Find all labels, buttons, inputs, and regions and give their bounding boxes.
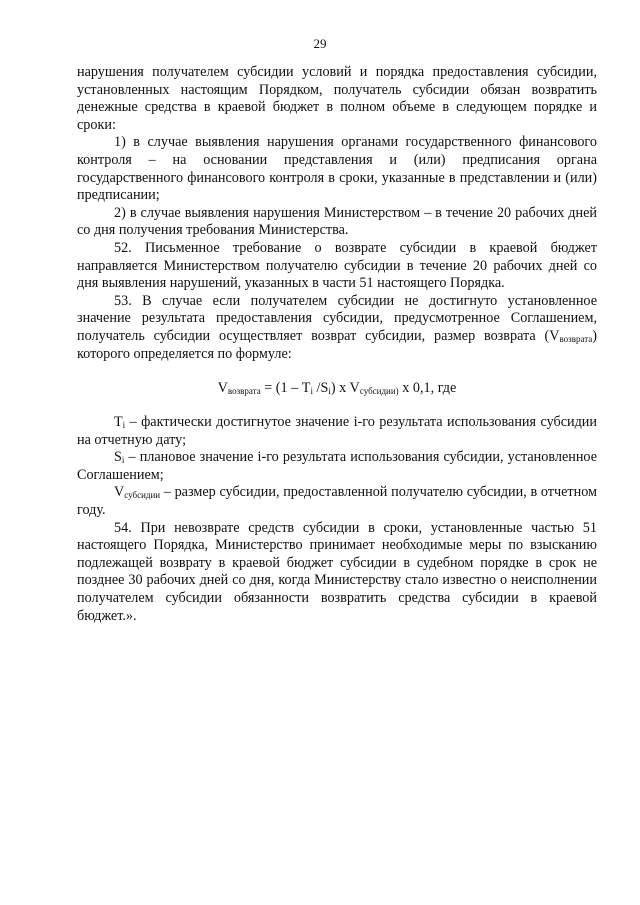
paragraph-52: 52. Письменное требование о возврате субсидии в краевой бюджет направляется Министерством получателю субсидии в течение 20 рабочих дней со дня выявления нарушений, указанных в части 51 настоящего Порядка. xyxy=(77,239,597,292)
document-body xyxy=(77,64,597,625)
paragraph-item-1: 1) в случае выявления нарушения органами государственного финансового контроля – на основании представления и (или) предписания органа государственного финансового контроля в сроки, указанные в представлении и (или) предписании; xyxy=(77,134,597,204)
formula-part-1: = (1 – T xyxy=(260,380,311,397)
definition-s-symbol: S xyxy=(114,449,122,466)
formula xyxy=(77,379,597,397)
definition-s-text: – плановое значение i-го результата использования субсидии, установленное Соглашением; xyxy=(77,449,597,483)
paragraph-continuation: нарушения получателем субсидии условий и порядка предоставления субсидии, установленных настоящим Порядком, получатель субсидии обязан возвратить денежные средства в краевой бюджет в полном объеме в следующем порядке и сроки: xyxy=(77,64,597,133)
formula-t-subscript: i xyxy=(310,386,313,397)
definition-v-subscript: субсидии xyxy=(124,490,161,501)
definition-t-text: – фактически достигнутое значение i-го результата использования субсидии на отчетную дату; xyxy=(77,414,597,448)
formula-v: V xyxy=(217,380,228,397)
paragraph-item-2: 2) в случае выявления нарушения Министерством – в течение 20 рабочих дней со дня получения требования Министерства. xyxy=(77,204,597,239)
paragraph-53-end: ) которого определяется по формуле: xyxy=(77,327,597,362)
paragraph-53 xyxy=(77,293,597,363)
paragraph-53-subscript: возврата xyxy=(559,333,593,344)
definition-s xyxy=(77,449,597,484)
definition-v xyxy=(77,484,597,519)
formula-v-subscript: возврата xyxy=(227,386,261,397)
definition-v-symbol: V xyxy=(114,484,125,501)
formula-v2-subscript: субсидии) xyxy=(359,386,399,397)
formula-tail: x 0,1, где xyxy=(398,380,457,397)
definition-t-subscript: i xyxy=(122,420,126,431)
definition-t xyxy=(77,414,597,449)
definition-s-subscript: i xyxy=(121,455,125,466)
formula-s-subscript: i xyxy=(328,386,331,397)
paragraph-53-text: 53. В случае если получателем субсидии не достигнуто установленное значение результата предоставления субсидии, предусмотренное Соглашением, получатель субсидии осуществляет возврат субсидии, размер возврата (V xyxy=(77,292,597,344)
paragraph-54: 54. При невозврате средств субсидии в сроки, установленные частью 51 настоящего Порядка, Министерство принимает необходимые меры по взысканию подлежащей возврату в краевой бюджет субсидии в судебном порядке в срок не позднее 30 рабочих дней со дня, когда Министерству стало известно о неисполнении получателем субсидии обязанности возвратить средства субсидии в краевой бюджет.». xyxy=(77,519,597,624)
definition-t-symbol: T xyxy=(114,414,123,431)
definition-v-text: – размер субсидии, предоставленной получателю субсидии, в отчетном году. xyxy=(77,484,597,519)
page-number: 29 xyxy=(313,36,327,51)
formula-part-3: ) x V xyxy=(330,380,360,397)
formula-part-2: /S xyxy=(313,380,329,397)
